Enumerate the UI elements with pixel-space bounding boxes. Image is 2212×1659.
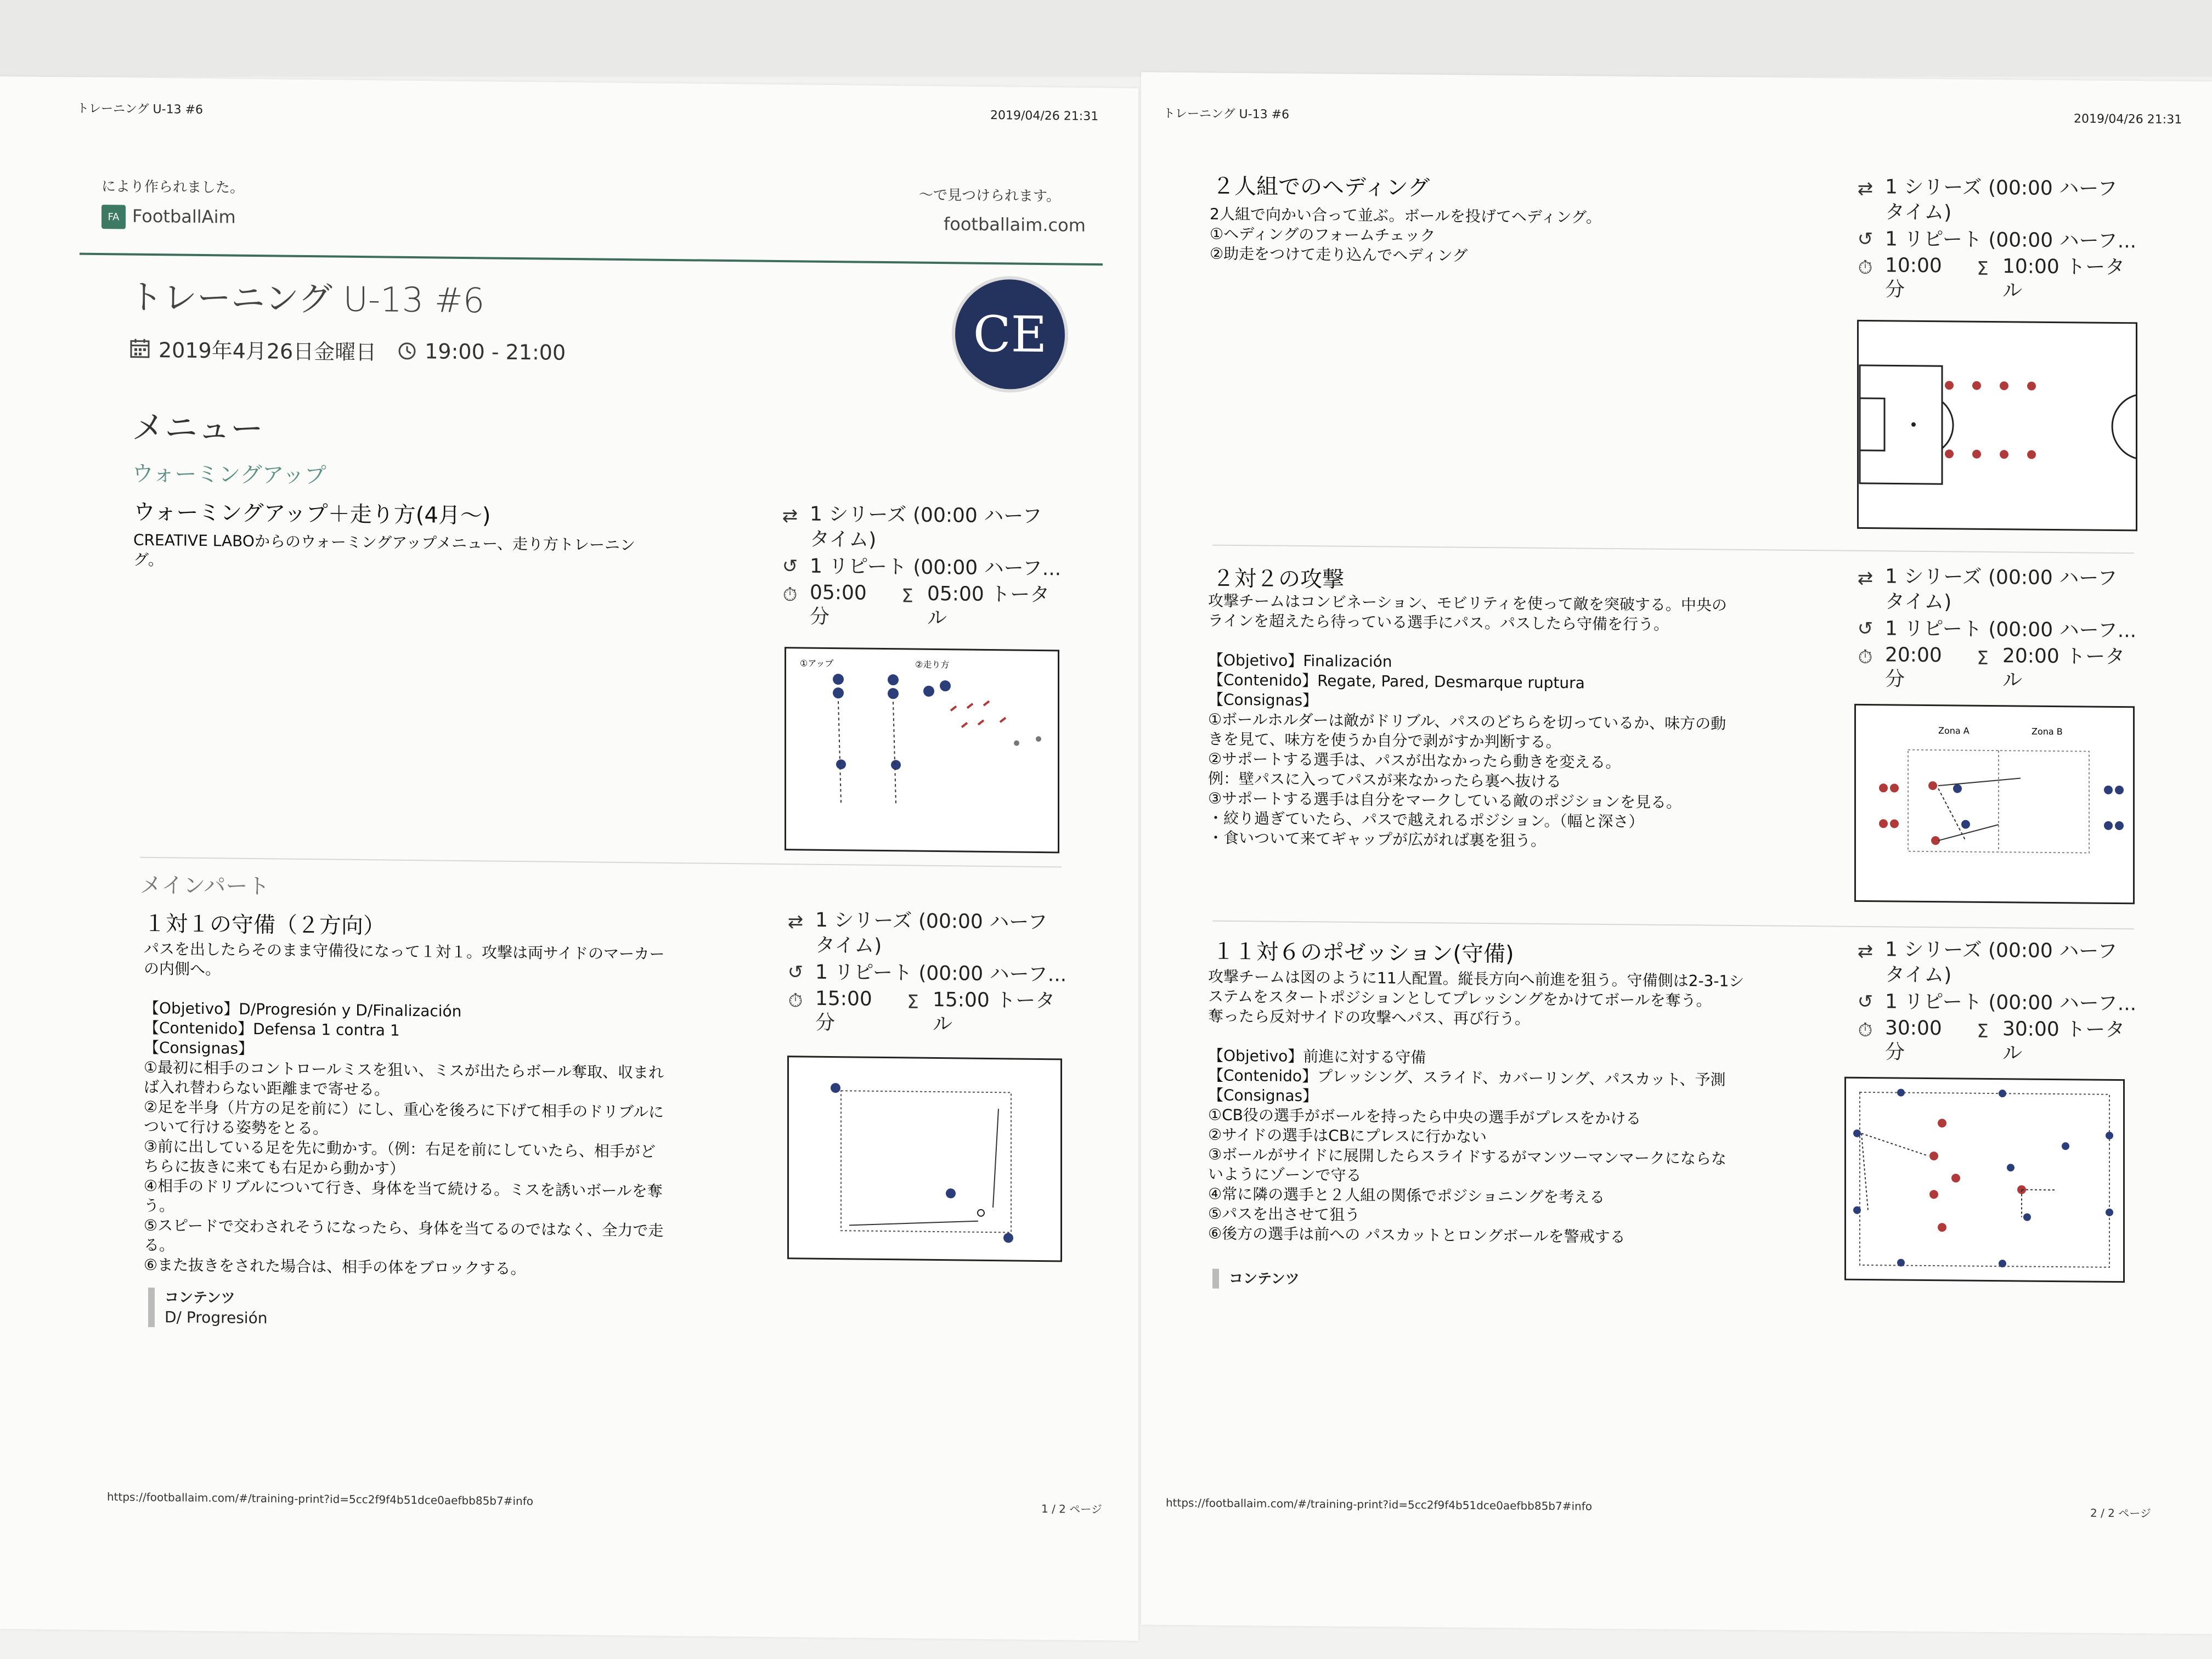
total-info: 15:00 トータ ル xyxy=(933,988,1056,1036)
defending-players xyxy=(1929,1119,2026,1233)
drill-diagram-2v2 xyxy=(1854,704,2135,904)
drill-title: ２人組でのヘディング xyxy=(1212,173,1430,201)
player-markers xyxy=(1945,381,2036,459)
repeat-info: 1 リピート (00:00 ハーフ... xyxy=(1885,617,2137,642)
drill-diagram-possession xyxy=(1844,1077,2125,1283)
drill-description: CREATIVE LABOからのウォーミングアップメニュー、走り方トレーニン グ。 xyxy=(133,531,636,569)
print-page-1 xyxy=(0,76,1138,1641)
stopwatch-icon: ⏱ xyxy=(782,584,798,606)
pitch-area xyxy=(841,1091,1011,1232)
section-divider xyxy=(1212,545,2134,554)
repeat-icon: ⇄ xyxy=(787,911,804,933)
page-header-title: トレーニング U-13 #6 xyxy=(77,101,204,117)
found-at-label: ～で見つけられます。 xyxy=(919,187,1060,205)
training-date: 2019年4月26日金曜日 xyxy=(159,338,377,365)
series-info: 1 シリーズ (00:00 ハーフ タイム) xyxy=(1885,938,2118,987)
sigma-icon: Σ xyxy=(901,585,913,607)
content-tag xyxy=(1212,1269,1300,1289)
drill-meta xyxy=(1854,564,2140,694)
drill-diagram-heading xyxy=(1857,320,2137,531)
brand-logo[interactable] xyxy=(101,205,236,230)
page-header-timestamp: 2019/04/26 21:31 xyxy=(990,109,1099,124)
drill-description: パスを出したらそのまま守備役になって１対１。攻撃は両サイドのマーカー の内側へ。 【Objetivo】D/Progresión y D/Finalización 【Contenido】Defensa 1 contra 1 【Consignas】 ①最初に相手のコントロールミスを狙い、ミスが出たらボール奪取、収まれ ば入れ替わらない距離まで寄せる。 ②足を半身（片方の足を前に）にし、重心を後ろに下げて相手のドリブルに ついて行ける姿勢をとる。 ③前に出している足を先に動かす。（例：右足を前にしていたら、相手がど ちらに抜きに来ても右足から動かす） ④相手のドリブルについて行き、身体を当て続ける。ミスを誘いボールを奪 う。 ⑤スピードで交わされそうになったら、身体を当てるのではなく、全力で走 る。 ⑥また抜きをされた場合は、相手の体をブロックする。 xyxy=(144,939,665,1278)
stopwatch-icon: ⏱ xyxy=(788,990,803,1012)
clock-icon xyxy=(397,341,417,360)
background-surface xyxy=(0,0,2212,77)
diagram-label-warmup: ①アップ xyxy=(800,658,834,669)
zone-a-label: Zona A xyxy=(1938,725,1970,736)
menu-heading: メニュー xyxy=(132,408,263,449)
footballaim-logo-icon: FA xyxy=(101,205,126,229)
stopwatch-icon: ⏱ xyxy=(1858,1019,1873,1042)
content-label: コンテンツ xyxy=(165,1289,235,1307)
zone-b-label: Zona B xyxy=(2032,726,2063,737)
page-title: トレーニング U-13 #6 xyxy=(129,276,485,321)
drill-title: ウォーミングアップ＋走り方(4月〜) xyxy=(133,499,491,529)
penalty-spot xyxy=(1911,422,1916,427)
sigma-icon: Σ xyxy=(1977,647,1989,669)
movement-arrows xyxy=(838,701,896,803)
section-divider xyxy=(1212,921,2134,930)
replay-icon: ↺ xyxy=(782,555,798,578)
ball-icon xyxy=(978,1210,984,1216)
calendar-icon xyxy=(129,337,151,359)
made-by-label: により作られました。 xyxy=(101,178,245,196)
total-info: 05:00 トータ ル xyxy=(927,582,1050,630)
drill-diagram-warmup xyxy=(785,647,1059,853)
player-marker xyxy=(946,1188,956,1198)
repeat-icon: ⇄ xyxy=(1857,940,1874,963)
stopwatch-icon: ⏱ xyxy=(1858,646,1873,669)
total-info: 10:00 トータ ル xyxy=(2002,255,2125,302)
duration-info: 05:00 分 xyxy=(810,581,867,628)
repeat-info: 1 リピート (00:00 ハーフ... xyxy=(1885,228,2137,253)
drill-title: ２対２の攻撃 xyxy=(1212,566,1344,592)
repeat-icon: ⇄ xyxy=(782,505,798,527)
sigma-icon: Σ xyxy=(1977,1020,1989,1042)
club-crest-logo xyxy=(952,275,1068,393)
series-info: 1 シリーズ (00:00 ハーフ タイム) xyxy=(815,909,1048,957)
player-marker xyxy=(831,1083,840,1093)
drill-meta xyxy=(1854,174,2140,304)
replay-icon: ↺ xyxy=(1857,990,1874,1013)
page-header-timestamp: 2019/04/26 21:31 xyxy=(2074,112,2182,127)
date-time-row xyxy=(129,333,566,368)
pass-arrow xyxy=(849,1220,978,1226)
total-info: 20:00 トータ ル xyxy=(2002,645,2125,692)
drill-diagram-1v1 xyxy=(787,1056,1062,1262)
footer-url[interactable]: https://footballaim.com/#/training-print?id=5cc2f9f4b51dce0aefbb85b7#info xyxy=(1166,1496,1592,1513)
pass-arrows xyxy=(1938,777,2021,841)
content-label: コンテンツ xyxy=(1229,1270,1300,1288)
diagram-label-running: ②走り方 xyxy=(915,659,950,670)
replay-icon: ↺ xyxy=(787,961,804,984)
repeat-icon: ⇄ xyxy=(1857,567,1874,590)
player-markers xyxy=(833,674,1041,771)
repeat-info: 1 リピート (00:00 ハーフ... xyxy=(1885,990,2137,1015)
pitch-lines xyxy=(1860,365,2136,486)
training-time: 19:00 - 21:00 xyxy=(425,338,566,365)
footer-url[interactable]: https://footballaim.com/#/training-print?id=5cc2f9f4b51dce0aefbb85b7#info xyxy=(107,1490,533,1508)
pitch-area xyxy=(1860,1092,2109,1267)
footer-page-number: 1 / 2 ページ xyxy=(1041,1502,1102,1516)
replay-icon: ↺ xyxy=(1857,228,1874,251)
duration-info: 10:00 分 xyxy=(1885,254,1942,301)
site-link[interactable]: footballaim.com xyxy=(944,213,1086,236)
drill-title: １対１の守備（２方向） xyxy=(144,911,385,939)
player-markers xyxy=(1879,781,2124,847)
pass-arrow xyxy=(993,1109,998,1207)
drill-description: 攻撃チームは図のように11人配置。縦長方向へ前進を狙う。守備側は2-3-1シ ステムをスタートポジションとしてプレッシングをかけてボールを奪う。 奪ったら反対サイドの攻撃へパス、再び行う。 【Objetivo】前進に対する守備 【Contenido】プレッシング、スライド、カバーリング、パスカット、予測 【Consignas】 ①CB役の選手がボールを持ったら中央の選手がプレスをかける ②サイドの選手はCBにプレスに行かない ③ボールがサイドに展開したらスライドするがマンツーマンマークにならな いようにゾーンで守る ④常に隣の選手と２人組の関係でポジショニングを考える ⑤パスを出させて狙う ⑥後方の選手は前への パスカットとロングボールを警戒する xyxy=(1208,967,1745,1246)
repeat-info: 1 リピート (00:00 ハーフ... xyxy=(815,961,1067,986)
content-tag xyxy=(148,1288,267,1328)
stopwatch-icon: ⏱ xyxy=(1858,256,1873,279)
replay-icon: ↺ xyxy=(1857,617,1874,640)
section-warmup: ウォーミングアップ xyxy=(132,461,326,489)
series-info: 1 シリーズ (00:00 ハーフ タイム) xyxy=(1885,565,2118,614)
drill-meta xyxy=(779,501,1064,631)
drill-description: 攻撃チームはコンビネーション、モビリティを使って敵を突破する。中央の ラインを超えたら待っている選手にパス。パスしたら守備を行う。 【Objetivo】Finalización 【Contenido】Regate, Pared, Desmarque ruptura 【Consignas】 ①ボールホルダーは敵がドリブル、パスのどちらを切っているか、味方の動 きを見て、味方を使うか自分で剥がすか判断する。 ②サポートする選手は、パスが出なかったら動きを変える。 例：壁パスに入ってパスが来なかったら裏へ抜ける ③サポートする選手は自分をマークしている敵のポジションを見る。 ・絞り過ぎていたら、パスで越えれるポジション。（幅と深さ） ・食いついて来てギャップが広がれば裏を狙う。 xyxy=(1208,591,1727,850)
drill-title: １１対６のポゼッション(守備) xyxy=(1212,939,1514,967)
series-info: 1 シリーズ (00:00 ハーフ タイム) xyxy=(810,503,1042,551)
sigma-icon: Σ xyxy=(1977,257,1989,280)
crest-monogram: CE xyxy=(973,305,1047,364)
page-header-title: トレーニング U-13 #6 xyxy=(1163,106,1290,122)
series-info: 1 シリーズ (00:00 ハーフ タイム) xyxy=(1885,176,2118,224)
content-value: D/ Progresión xyxy=(165,1308,268,1328)
duration-info: 30:00 分 xyxy=(1885,1017,1942,1064)
total-info: 30:00 トータ ル xyxy=(2002,1018,2125,1065)
repeat-icon: ⇄ xyxy=(1857,177,1874,200)
attacking-players xyxy=(1853,1088,2113,1268)
header-divider xyxy=(80,253,1103,266)
section-divider xyxy=(140,857,1062,868)
player-marker xyxy=(1003,1233,1013,1243)
drill-description: 2人組で向かい合って並ぶ。ボールを投げてヘディング。 ①ヘディングのフォームチェック ②助走をつけて走り込んでヘディング xyxy=(1210,205,1601,265)
section-main-part: メインパート xyxy=(140,872,270,900)
sigma-icon: Σ xyxy=(907,991,919,1013)
drill-meta xyxy=(1854,937,2140,1067)
repeat-info: 1 リピート (00:00 ハーフ... xyxy=(810,555,1062,580)
print-page-2 xyxy=(1141,72,2212,1634)
drill-meta xyxy=(785,907,1070,1037)
duration-info: 20:00 分 xyxy=(1885,644,1942,691)
duration-info: 15:00 分 xyxy=(815,987,872,1035)
footer-page-number: 2 / 2 ページ xyxy=(2090,1506,2151,1520)
brand-name: FootballAim xyxy=(132,205,236,228)
